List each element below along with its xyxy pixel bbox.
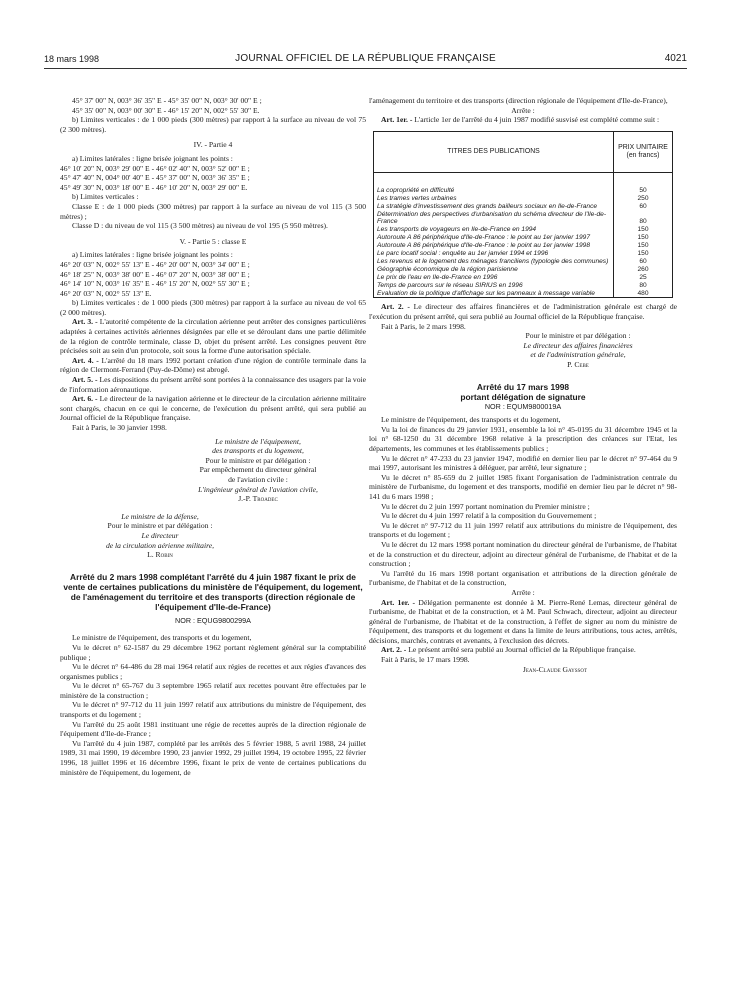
table-row: Le prix de l'eau en Ile-de-France en 1996 25: [374, 274, 673, 282]
table-row: La copropriété en difficulté 50: [374, 187, 673, 195]
minister-line: Le ministre de l'équipement, des transports et du logement,: [72, 633, 252, 643]
coord-line: 46° 10' 20" N, 003° 29' 00" E - 46° 02' 40" N, 003° 52' 00" E ;: [60, 163, 250, 173]
decree-title: Arrêté du 2 mars 1998 complétant l'arrêté du 4 juin 1987 fixant le prix de vente de certaines publications du ministère de l'équipement, du logement, de l'aménagement du territoire et des transports (direction régionale de l'équipement d'Ile-de-France): [63, 571, 363, 612]
visa-line: Vu l'arrêté du 25 août 1981 instituant une régie de recettes auprès de la direction régionale de l'équipement d'Ile-de-France ;: [60, 719, 366, 739]
visa-line: Vu le décret n° 97-712 du 11 juin 1997 relatif aux attributions du ministre de l'équipement, des transports et du logement ;: [60, 700, 366, 720]
article-2: Art. 2. - Le présent arrêté sera publié au Journal officiel de la République française.: [381, 645, 636, 655]
signature-block: Le ministre de l'équipement, des transports et du logement, Pour le ministre et par délégation : Par empêchement du directeur général de l'aviation civile : L'ingénieur général de l'aviation civile, J.-P. Troadec: [198, 436, 318, 504]
table-header-price: PRIX UNITAIRE (en francs): [614, 131, 673, 172]
minister-line: Le ministre de l'équipement, des transports et du logement,: [381, 415, 561, 425]
table-row: Détermination des perspectives d'urbanisation du schéma directeur de l'Ile-de-France 80: [374, 211, 673, 227]
visa-line: Vu le décret n° 64-486 du 28 mai 1964 relatif aux régies de recettes et aux régies d'avances des organismes publics ;: [60, 662, 366, 681]
decree-subtitle: portant délégation de signature: [460, 391, 586, 402]
visa-line: Vu la loi de finances du 29 janvier 1931, ensemble la loi n° 45-0195 du 31 décembre 1945 et la loi n° 68-1250 du 31 décembre 1968 relative à la prescription des créances sur l'Etat, les départements, les communes et les établissements publics ;: [369, 424, 677, 453]
table-row: La stratégie d'investissement des grands bailleurs sociaux en Ile-de-France 60: [374, 203, 673, 211]
table-row: Autoroute A 86 périphérique d'Ile-de-France : le point au 1er janvier 1997 150: [374, 234, 673, 242]
section-heading: IV. - Partie 4: [193, 140, 233, 150]
right-column: [369, 96, 677, 674]
table-row: Géographie économique de la région parisienne 260: [374, 266, 673, 274]
article-5: Art. 5. - Les dispositions du présent arrêté sont portées à la connaissance des usagers par la voie de l'information aéronautique.: [60, 375, 366, 394]
visa-line: Vu le décret n° 65-767 du 3 septembre 1965 relatif aux recettes pouvant être effectuées par le ministère de la construction ;: [60, 681, 366, 700]
table-row: Autoroute A 86 périphérique d'Ile-de-France : le point au 1er janvier 1998 150: [374, 242, 673, 250]
table-row: Evaluation de la politique d'affichage sur les panneaux à message variable 480: [374, 290, 673, 298]
visa-line: Vu le décret n° 85-659 du 2 juillet 1985 fixant l'organisation de l'administration centrale du ministère de l'urbanisme, du logement et des transports, modifié en dernier lieu par le décret n° 98-141 du 6 mars 1998 ;: [369, 472, 677, 501]
article-1: Art. 1er. - Délégation permanente est donnée à M. Pierre-René Lemas, directeur général de l'urbanisme, de l'habitat et de la construction, et à M. Paul Schwach, directeur, adjoint au directeur général de l'urbanisme, de l'habitat et de la construction, à l'effet de signer au nom du ministre de l'équipement, des transports et du logement et dans la limite de leurs attributions, tous actes, arrêtés, décisions, marchés, contrats et avenants, à l'exclusion des décrets.: [369, 597, 677, 645]
section-heading: V. - Partie 5 : classe E: [179, 236, 247, 246]
left-column: [60, 96, 366, 777]
article-6: Art. 6. - Le directeur de la navigation aérienne et le directeur de la circulation aérienne militaire sont chargés, chacun en ce qui le concerne, de l'exécution du présent arrêté, qui sera publié au Journal officiel de la République française.: [60, 394, 366, 423]
header-rule: [44, 68, 687, 69]
continued-text: l'aménagement du territoire et des transports (direction régionale de l'équipement d'Ile-de-France),: [369, 96, 668, 105]
vertical-limits: b) Limites verticales :: [72, 192, 139, 202]
signature-block: Pour le ministre et par délégation : Le directeur des affaires financières et de l'administration générale, P. Cebe: [523, 331, 633, 370]
coord-line: 45° 35' 00" N, 003° 00' 30" E - 46° 15' 20" N, 002° 55' 30" E.: [72, 105, 260, 115]
nor-reference: NOR : EQUM9800019A: [484, 401, 562, 411]
table-row: Temps de parcours sur le réseau SIRIUS en 1996 80: [374, 282, 673, 290]
journal-title: JOURNAL OFFICIEL DE LA RÉPUBLIQUE FRANÇAISE: [235, 53, 496, 64]
article-4: Art. 4. - L'arrêté du 18 mars 1992 portant création d'une région de contrôle terminale dans la région de Clermont-Ferrand (Puy-de-Dôme) est abrogé.: [60, 355, 366, 375]
visa-line: Vu le décret n° 97-712 du 11 juin 1997 relatif aux attributions du ministre de l'équipement, des transports et du logement ;: [369, 520, 677, 540]
decree-title: Arrêté du 17 mars 1998: [476, 381, 570, 392]
lateral-limits: a) Limites latérales : ligne brisée joignant les points :: [72, 250, 233, 260]
signatory: Jean-Claude Gayssot: [522, 664, 587, 674]
article-2: Art. 2. - Le directeur des affaires financières et de l'administration générale est chargé de l'exécution du présent arrêté, qui sera publié au Journal officiel de la République française.: [369, 302, 677, 322]
publications-price-table: [373, 131, 673, 299]
coord-line: 45° 37' 00" N, 003° 36' 35" E - 45° 35' 00" N, 003° 30' 00" E ;: [72, 96, 262, 105]
page-number: 4021: [664, 53, 687, 64]
table-header-title: TITRES DES PUBLICATIONS: [374, 131, 614, 172]
class-e-limits: Classe E : de 1 000 pieds (300 mètres) par rapport à la surface au niveau de vol 115 (3 500 mètres) ;: [60, 201, 366, 221]
article-3: Art. 3. - L'autorité compétente de la circulation aérienne peut arrêter des consignes particulières adaptées à certaines activités aériennes désignées par elle et se déroulant dans une partie délimitée de la région de contrôle terminale, classe D, objet du présent arrêté. Les consignes peuvent être précisées soit au sein d'un protocole, soit sous la forme d'une autorisation spéciale.: [60, 317, 366, 356]
coord-line: 46° 14' 10" N, 003° 16' 35" E - 46° 15' 20" N, 002° 55' 30" E ;: [60, 279, 250, 289]
signing-date: Fait à Paris, le 30 janvier 1998.: [72, 423, 167, 432]
vertical-limits: b) Limites verticales : de 1 000 pieds (300 mètres) par rapport à la surface au niveau de vol 65 (2 000 mètres).: [60, 298, 366, 317]
visa-line: Vu le décret n° 47-233 du 23 janvier 1947, modifié en dernier lieu par le décret n° 97-464 du 9 mai 1997, autorisant les ministres à déléguer, par arrêté, leur signature ;: [369, 453, 677, 473]
coord-line: 46° 20' 03" N, 002° 55' 13" E - 46° 20' 00" N, 003° 34' 00" E ;: [60, 259, 250, 269]
visa-line: Vu l'arrêté du 4 juin 1987, complété par les arrêtés des 5 février 1988, 5 avril 1988, 24 juillet 1989, 31 mai 1990, 19 décembre 1990, 23 janvier 1992, 29 juillet 1994, 19 octobre 1995, 22 février 1996, 18 juillet 1996 et 16 décembre 1996, fixant le prix de vente de certaines publications du ministère de l'équipement, du logement, de: [60, 738, 366, 777]
table-row: Les trames vertes urbaines 250: [374, 195, 673, 203]
signature-block: Le ministre de la défense, Pour le ministre et par délégation : Le directeur de la circulation aérienne militaire, L. Robin: [105, 511, 215, 560]
table-row: Le parc locatif social : enquête au 1er janvier 1994 et 1996 150: [374, 250, 673, 258]
vertical-limits: b) Limites verticales : de 1 000 pieds (300 mètres) par rapport à la surface au niveau de vol 75 (2 300 mètres).: [60, 115, 366, 134]
article-1: Art. 1er. - L'article 1er de l'arrêté du 4 juin 1987 modifié susvisé est complété comme suit :: [381, 115, 660, 125]
visa-line: Vu le décret du 2 juin 1997 portant nomination du Premier ministre ;: [381, 501, 590, 511]
table-row: Les revenus et le logement des ménages franciliens (typologie des communes) 60: [374, 258, 673, 266]
lateral-limits: a) Limites latérales : ligne brisée joignant les points :: [72, 153, 233, 163]
page-header: [44, 52, 687, 68]
coord-line: 45° 49' 30" N, 003° 18' 00" E - 46° 10' 20" N, 003° 29' 00" E.: [60, 182, 248, 192]
signing-date: Fait à Paris, le 17 mars 1998.: [381, 655, 470, 665]
arrete-heading: Arrête :: [511, 105, 535, 115]
visa-line: Vu le décret du 12 mars 1998 portant nomination du directeur général de l'urbanisme, de l'habitat et de la construction et du directeur, adjoint au directeur général de l'urbanisme, de l'habitat et de la construction ;: [369, 539, 677, 569]
visa-line: Vu le décret du 4 juin 1997 relatif à la composition du Gouvernement ;: [381, 511, 597, 521]
signing-date: Fait à Paris, le 2 mars 1998.: [381, 321, 466, 331]
issue-date: 18 mars 1998: [44, 54, 100, 64]
nor-reference: NOR : EQUG9800299A: [175, 615, 251, 625]
class-d-limits: Classe D : du niveau de vol 115 (3 500 mètres) au niveau de vol 195 (5 950 mètres).: [72, 221, 328, 231]
coord-line: 46° 18' 25" N, 003° 38' 00" E - 46° 07' 20" N, 003° 38' 00" E ;: [60, 269, 250, 279]
table-row: Les transports de voyageurs en Ile-de-France en 1994 150: [374, 226, 673, 234]
coord-line: 46° 20' 03" N, 002° 55' 13" E.: [60, 288, 152, 298]
coord-line: 45° 47' 40" N, 004° 00' 40" E - 45° 37' 00" N, 003° 36' 35" E ;: [60, 173, 250, 183]
arrete-heading: Arrête :: [511, 587, 535, 597]
visa-line: Vu le décret n° 62-1587 du 29 décembre 1962 portant règlement général sur la comptabilité publique ;: [60, 642, 366, 662]
visa-line: Vu l'arrêté du 16 mars 1998 portant organisation et attributions de la direction générale de l'urbanisme, de l'habitat et de la construction,: [369, 568, 677, 588]
